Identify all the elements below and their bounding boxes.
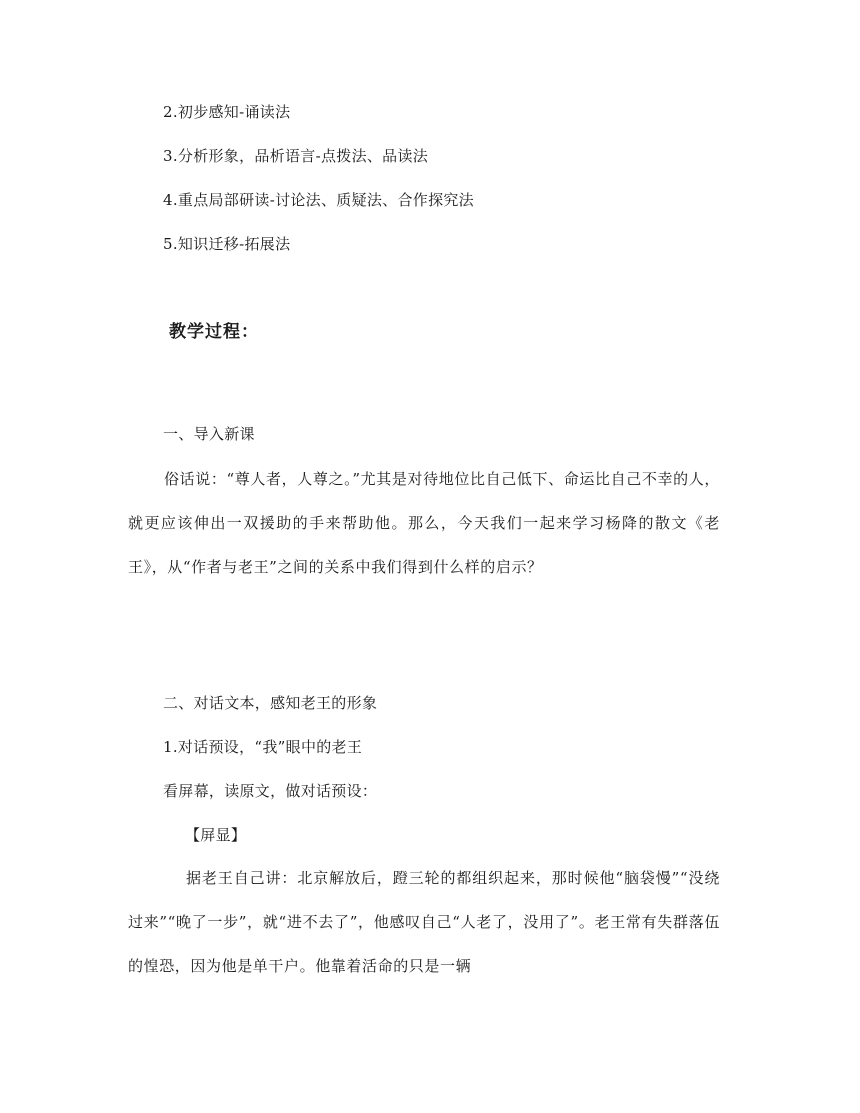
teaching-process-heading: 教学过程： (169, 322, 259, 342)
section-1-title: 一、导入新课 (163, 425, 255, 443)
method-item-4: 4.重点局部研读-讨论法、质疑法、合作探究法 (163, 191, 474, 209)
method-item-2: 2.初步感知-诵读法 (163, 103, 291, 121)
method-item-3: 3.分析形象，品析语言-点拨法、品读法 (163, 147, 429, 165)
section-2-instruction: 看屏幕，读原文，做对话预设： (163, 782, 378, 800)
section-2-title: 二、对话文本，感知老王的形象 (163, 694, 378, 712)
screen-quote-paragraph: 据老王自己讲：北京解放后，蹬三轮的都组织起来，那时候他“脑袋慢”“没绕过来”“晚了一步”，就“进不去了”，他感叹自己“人老了，没用了”。老王常有失群落伍的惶恐，因为他是单干户。他靠着活命的只是一辆 (128, 869, 720, 975)
screen-display-label: 【屏显】 (185, 826, 247, 844)
section-1-paragraph: 俗话说：“尊人者，人尊之。”尤其是对待地位比自己低下、命运比自己不幸的人，就更应该伸出一双援助的手来帮助他。那么，今天我们一起来学习杨降的散文《老王》，从“作者与老王”之间的关系中我们得到什么样的启示？ (128, 470, 720, 576)
method-item-5: 5.知识迁移-拓展法 (163, 235, 291, 253)
section-2-subtitle-1: 1.对话预设，“我”眼中的老王 (163, 738, 363, 756)
